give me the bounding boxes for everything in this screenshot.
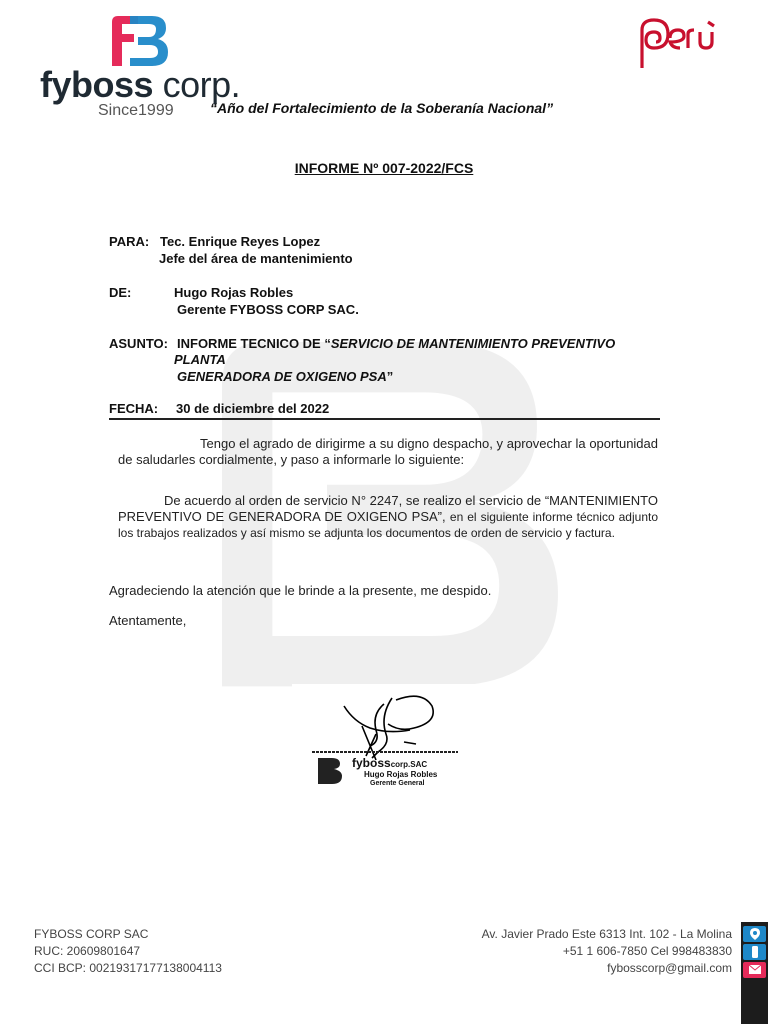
asunto-label: ASUNTO:	[109, 336, 168, 351]
stamp-name: Hugo Rojas Robles	[364, 770, 438, 779]
de-label: DE:	[109, 285, 132, 300]
asunto-line-1	[177, 336, 615, 351]
year-motto: “Año del Fortalecimiento de la Soberanía Nacional”	[210, 100, 554, 116]
paragraph-greeting: Tengo el agrado de dirigirme a su digno despacho, y aprovechar la oportunidad de saludarles cordialmente, y paso a informarle lo siguiente:	[118, 436, 658, 467]
de-role: Gerente FYBOSS CORP SAC.	[177, 302, 359, 317]
stamp-brand-name: fyboss	[352, 756, 391, 770]
brand-suffix: corp.	[162, 64, 241, 105]
footer-company: FYBOSS CORP SAC	[34, 927, 149, 941]
phone-icon	[743, 944, 766, 960]
asunto-prefix: INFORME TECNICO DE “	[177, 336, 331, 351]
stamp-brand	[352, 756, 427, 770]
para-role: Jefe del área de mantenimiento	[159, 251, 353, 266]
asunto-line-3	[177, 369, 393, 384]
asunto-close: ”	[386, 369, 394, 384]
fecha-label: FECHA:	[109, 401, 159, 416]
footer-address: Av. Javier Prado Este 6313 Int. 102 - La Molina	[481, 927, 732, 941]
paragraph-service-a: De acuerdo al orden de servicio N° 2247, se realizo el servicio de	[164, 493, 542, 508]
footer-email: fybosscorp@gmail.com	[607, 961, 732, 975]
farewell: Atentamente,	[109, 613, 187, 628]
stamp-role: Gerente General	[370, 780, 425, 787]
paragraph-service-c: en el siguiente informe técnico adjunto los trabajos realizados y así mismo se adjunta los documentos de orden de servicio y factura.	[118, 510, 658, 540]
peru-logo-icon	[624, 16, 724, 72]
stamp-brand-suffix: corp.SAC	[390, 760, 428, 769]
footer-phones: +51 1 606-7850 Cel 998483830	[562, 944, 732, 958]
signature-block	[292, 684, 488, 792]
asunto-subject-1: SERVICIO DE MANTENIMIENTO PREVENTIVO	[330, 336, 616, 351]
paragraph-service-b: “MANTENIMIENTO PREVENTIVO DE GENERADORA DE OXIGENO PSA”,	[118, 493, 658, 524]
para-name: Tec. Enrique Reyes Lopez	[160, 234, 321, 249]
asunto-subject-3: GENERADORA DE OXIGENO PSA	[177, 369, 387, 384]
location-icon	[743, 926, 766, 942]
header-divider	[109, 418, 660, 420]
closing-line: Agradeciendo la atención que le brinde a la presente, me despido.	[109, 583, 492, 598]
asunto-line-2: PLANTA	[174, 352, 226, 367]
since-label: Since1999	[98, 102, 174, 119]
footer-cci: CCI BCP: 00219317177138004113	[34, 961, 222, 975]
fyboss-logo-icon	[108, 14, 170, 68]
footer-ruc: RUC: 20609801647	[34, 944, 141, 958]
mail-icon	[743, 962, 766, 978]
para-label: PARA:	[109, 234, 150, 249]
report-title: INFORME Nº 007-2022/FCS	[294, 160, 474, 176]
fecha-value: 30 de diciembre del 2022	[176, 401, 330, 416]
de-name: Hugo Rojas Robles	[174, 285, 294, 300]
brand-name-text: fyboss	[40, 64, 154, 105]
contact-icon-bar	[741, 922, 768, 1024]
paragraph-service	[118, 493, 658, 541]
